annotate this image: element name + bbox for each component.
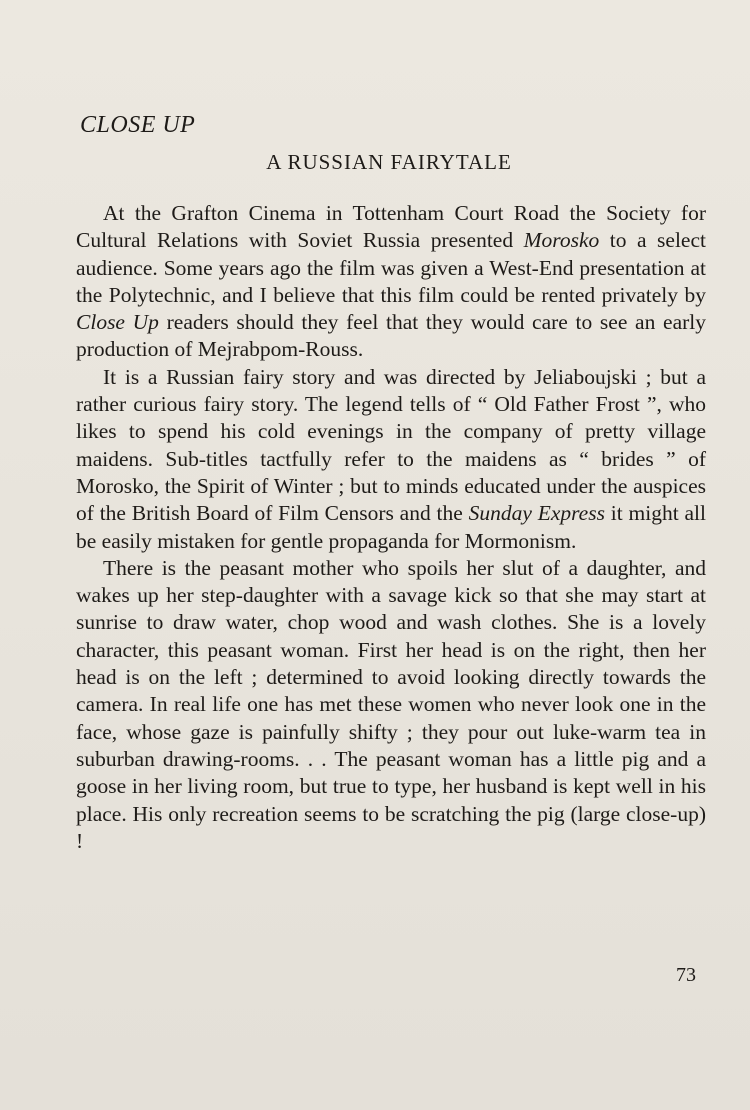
paragraph [76, 555, 706, 855]
italic-title-text: Close Up [76, 310, 159, 335]
article-body [76, 200, 706, 855]
italic-title-text: Morosko [523, 228, 600, 253]
text-run: to a select audience. Some years ago the film was given a West-End presentation at the Polytechnic, and I believe that this film could be rented privately by [76, 228, 706, 307]
paragraph [76, 364, 706, 555]
page-number: 73 [676, 964, 696, 986]
text-run: it might all be easily mistaken for gentle propaganda for Mormonism. [76, 501, 706, 553]
text-run: It is a Russian fairy story and was directed by Jeliaboujski ; but a rather curious fairy story. The legend tells of “ Old Father Frost ”, who likes to spend his cold evenings in the company of pretty village maidens. Sub-titles tactfully refer to the maidens as “ brides ” of Morosko, the Spirit of Winter ; but to minds educated under the auspices of the British Board of Film Censors and the [76, 364, 706, 526]
running-head: CLOSE UP [80, 112, 196, 138]
text-run: At the Grafton Cinema in Tottenham Court Road the Society for Cultural Relations with Soviet Russia presented [76, 201, 706, 253]
paragraph [76, 200, 706, 364]
italic-title-text: Sunday Express [468, 501, 605, 526]
text-run: There is the peasant mother who spoils her slut of a daughter, and wakes up her step-daughter with a savage kick so that she may start at sunrise to draw water, chop wood and wash clothes. She is a lovely character, this peasant woman. First her head is on the right, then her head is on the left ; determined to avoid looking directly towards the camera. In real life one has met these women who never look one in the face, whose gaze is painfully shifty ; they pour out luke-warm tea in suburban drawing-rooms. . . The peasant woman has a little pig and a goose in her living room, but true to type, her husband is kept well in his place. His only recreation seems to be scratching the pig (large close-up) ! [76, 555, 706, 853]
text-run: readers should they feel that they would care to see an early production of Mejrabpom-Rouss. [76, 310, 706, 362]
article-title: A RUSSIAN FAIRYTALE [266, 150, 512, 174]
